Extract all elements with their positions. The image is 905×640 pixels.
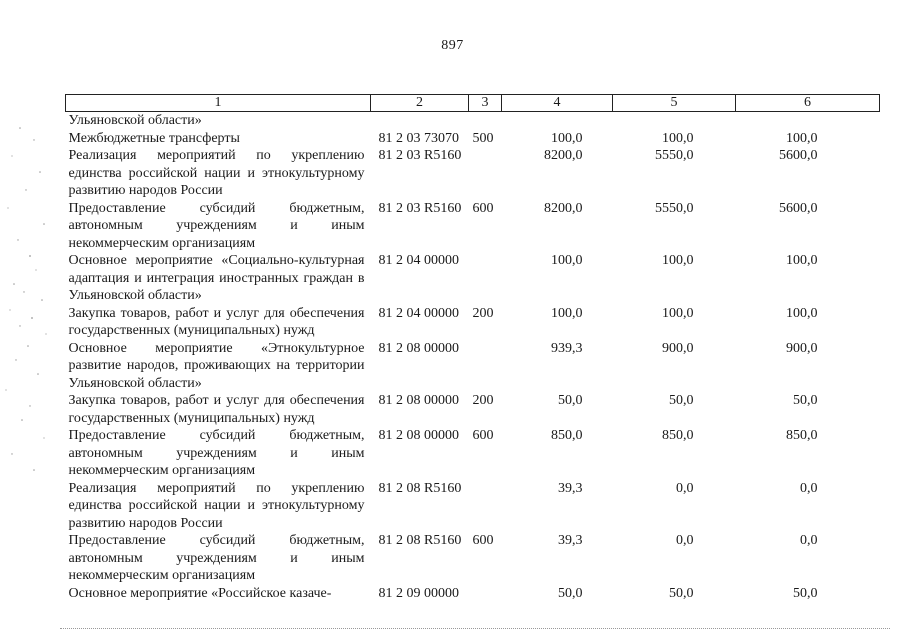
row-value-4: 39,3 <box>558 480 583 496</box>
row-value-4: 100,0 <box>551 130 583 146</box>
row-value-6 <box>736 112 880 130</box>
row-value-6: 900,0 <box>786 340 818 356</box>
row-code: 81 2 04 00000 <box>378 305 459 321</box>
table-row <box>66 427 880 480</box>
row-value-5: 0,0 <box>676 480 694 496</box>
row-type <box>469 480 502 533</box>
row-value-5: 0,0 <box>676 533 694 548</box>
row-type <box>469 147 502 200</box>
row-value-4: 8200,0 <box>544 148 583 163</box>
row-code: 81 2 03 73070 <box>378 130 459 146</box>
row-name: Ульяновской области» <box>68 113 202 128</box>
column-header-3: 3 <box>469 95 502 112</box>
row-value-6: 5600,0 <box>779 200 818 216</box>
row-value-5: 100,0 <box>662 305 694 321</box>
table-row <box>66 147 880 200</box>
row-name: Предоставление субсидий бюджетным, автономным учреждениям и иным некоммерческим организациям <box>68 200 365 251</box>
row-value-5: 100,0 <box>662 130 694 146</box>
row-code: 81 2 03 R5160 <box>378 200 462 216</box>
row-code: 81 2 08 00000 <box>378 428 459 443</box>
row-value-6: 100,0 <box>786 253 818 268</box>
row-code: 81 2 08 00000 <box>378 340 459 356</box>
row-value-5: 100,0 <box>662 253 694 268</box>
row-code: 81 2 09 00000 <box>378 585 459 601</box>
row-value-5: 5550,0 <box>655 200 694 216</box>
row-name: Межбюджетные трансферты <box>68 130 240 146</box>
scan-noise-decoration <box>0 120 55 480</box>
row-type <box>469 585 502 603</box>
row-value-5: 5550,0 <box>655 148 694 163</box>
row-value-5: 50,0 <box>669 585 694 601</box>
row-name: Закупка товаров, работ и услуг для обеспечения государственных (муниципальных) нужд <box>68 393 365 426</box>
table-row <box>66 200 880 253</box>
row-type: 200 <box>472 393 494 408</box>
table-row <box>66 340 880 393</box>
table-row <box>66 112 880 130</box>
budget-table <box>65 94 880 602</box>
header-row <box>66 95 880 112</box>
row-type: 600 <box>472 428 494 443</box>
row-value-4: 100,0 <box>551 305 583 321</box>
row-value-6: 100,0 <box>786 130 818 146</box>
table-row <box>66 252 880 305</box>
row-value-6: 100,0 <box>786 305 818 321</box>
row-code: 81 2 08 R5160 <box>378 480 462 496</box>
row-value-5: 900,0 <box>662 340 694 356</box>
row-name: Реализация мероприятий по укреплению единства российской нации и этнокультурному развитию народов России <box>68 148 365 198</box>
row-name: Основное мероприятие «Российское казаче- <box>68 585 332 601</box>
row-code <box>371 112 469 130</box>
column-header-2: 2 <box>371 95 469 112</box>
table-row <box>66 532 880 585</box>
row-value-4 <box>502 112 613 130</box>
row-value-4: 50,0 <box>558 393 583 408</box>
row-type: 500 <box>472 130 494 146</box>
column-header-6: 6 <box>736 95 880 112</box>
row-name: Основное мероприятие «Социально-культурная адаптация и интеграция иностранных граждан в Ульяновской области» <box>68 253 365 303</box>
table-row <box>66 392 880 427</box>
row-value-5: 50,0 <box>669 393 694 408</box>
row-name: Реализация мероприятий по укреплению единства российской нации и этнокультурному развитию народов России <box>68 480 365 531</box>
row-name: Предоставление субсидий бюджетным, автономным учреждениям и иным некоммерческим организациям <box>68 428 365 478</box>
row-value-4: 939,3 <box>551 340 583 356</box>
row-value-4: 100,0 <box>551 253 583 268</box>
row-value-4: 39,3 <box>558 533 583 548</box>
row-value-4: 8200,0 <box>544 200 583 216</box>
row-code: 81 2 08 R5160 <box>378 533 462 548</box>
row-value-4: 50,0 <box>558 585 583 601</box>
column-header-5: 5 <box>613 95 736 112</box>
row-code: 81 2 03 R5160 <box>378 148 462 163</box>
row-value-6: 0,0 <box>800 533 818 548</box>
table-row <box>66 585 880 603</box>
page-bottom-edge <box>60 628 890 629</box>
row-code: 81 2 08 00000 <box>378 393 459 408</box>
row-type: 600 <box>472 200 494 216</box>
row-value-6: 5600,0 <box>779 148 818 163</box>
table-row <box>66 130 880 148</box>
row-name: Основное мероприятие «Этнокультурное развитие народов, проживающих на территории Ульяновской области» <box>68 340 365 391</box>
row-type <box>469 340 502 393</box>
table-row <box>66 305 880 340</box>
row-name: Предоставление субсидий бюджетным, автономным учреждениям и иным некоммерческим организациям <box>68 533 365 583</box>
page-number: 897 <box>441 38 464 53</box>
row-value-5 <box>613 112 736 130</box>
row-type <box>469 252 502 305</box>
row-name: Закупка товаров, работ и услуг для обеспечения государственных (муниципальных) нужд <box>68 305 365 338</box>
row-value-6: 850,0 <box>786 428 818 443</box>
column-header-1: 1 <box>66 95 371 112</box>
row-type <box>469 112 502 130</box>
row-type: 600 <box>472 533 494 548</box>
row-value-6: 0,0 <box>800 480 818 496</box>
row-value-5: 850,0 <box>662 428 694 443</box>
row-value-4: 850,0 <box>551 428 583 443</box>
row-code: 81 2 04 00000 <box>378 253 459 268</box>
table-row <box>66 480 880 533</box>
row-value-6: 50,0 <box>793 585 818 601</box>
column-header-4: 4 <box>502 95 613 112</box>
row-value-6: 50,0 <box>793 393 818 408</box>
row-type: 200 <box>472 305 494 321</box>
